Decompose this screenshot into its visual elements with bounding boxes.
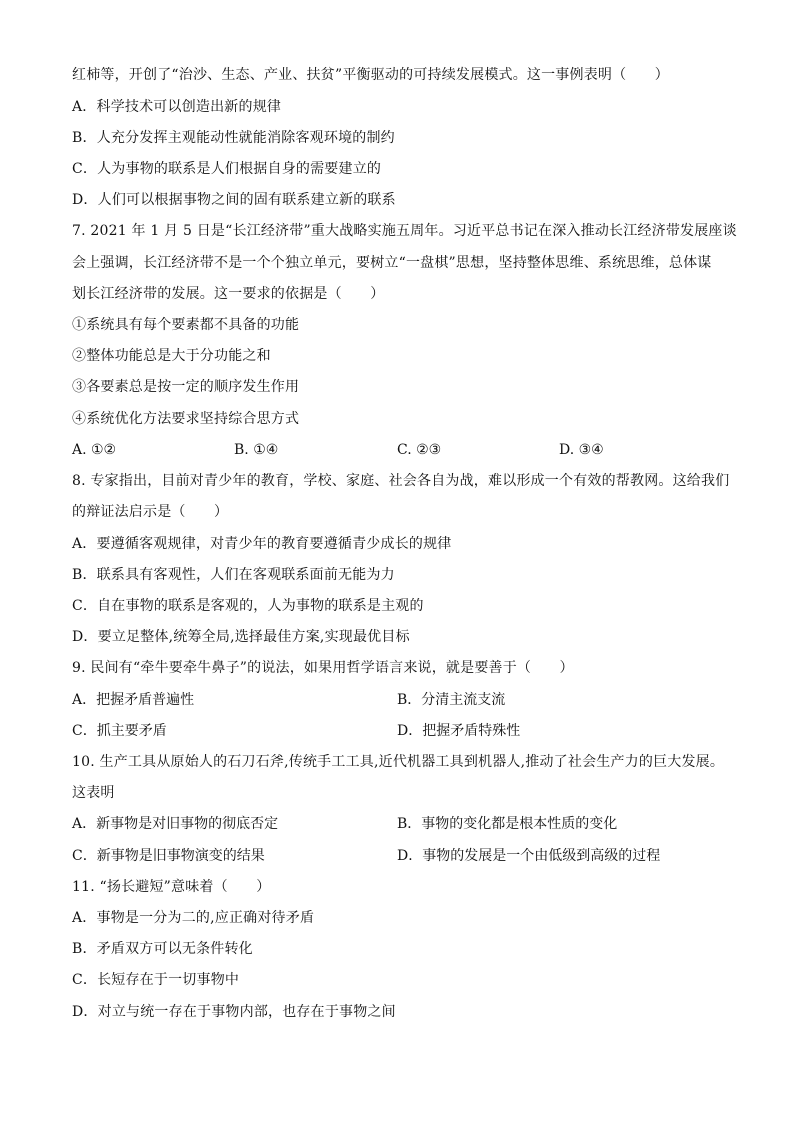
q11-option-c: C．长短存在于一切事物中 (72, 972, 240, 988)
q6-option-b: B．人充分发挥主观能动性就能消除客观环境的制约 (72, 130, 395, 146)
q8-option-a: A．要遵循客观规律，对青少年的教育要遵循青少成长的规律 (72, 536, 452, 552)
q7-stem-line-3: 划长江经济带的发展。这一要求的依据是（ ） (72, 286, 385, 302)
q10-option-b: B．事物的变化都是根本性质的变化 (397, 816, 618, 832)
q6-option-d: D．人们可以根据事物之间的固有联系建立新的联系 (72, 192, 396, 208)
q7-option-c: C. ②③ (397, 442, 442, 458)
q7-statement-3: ③各要素总是按一定的顺序发生作用 (72, 379, 300, 395)
q10-stem-line-2: 这表明 (72, 785, 115, 801)
q7-statement-2: ②整体功能总是大于分功能之和 (72, 348, 271, 364)
q10-stem-line-1: 10. 生产工具从原始人的石刀石斧,传统手工工具,近代机器工具到机器人,推动了社会生产力的巨大发展。 (72, 754, 725, 770)
q9-option-a: A．把握矛盾普遍性 (72, 692, 195, 708)
q11-option-a: A．事物是一分为二的,应正确对待矛盾 (72, 910, 315, 926)
q10-option-c: C．新事物是旧事物演变的结果 (72, 848, 265, 864)
q10-option-d: D．事物的发展是一个由低级到高级的过程 (397, 848, 661, 864)
q11-stem: 11. “扬长避短”意味着（ ） (72, 879, 271, 895)
q8-stem-line-2: 的辩证法启示是（ ） (72, 504, 229, 520)
q11-option-b: B．矛盾双方可以无条件转化 (72, 941, 253, 957)
q8-option-b: B．联系具有客观性，人们在客观联系面前无能为力 (72, 567, 395, 583)
q6-option-a: A．科学技术可以创造出新的规律 (72, 99, 282, 115)
q8-stem-line-1: 8. 专家指出，目前对青少年的教育，学校、家庭、社会各自为战，难以形成一个有效的帮教网。这给我们 (72, 473, 730, 489)
q8-option-c: C．自在事物的联系是客观的，人为事物的联系是主观的 (72, 598, 424, 614)
q9-option-c: C．抓主要矛盾 (72, 723, 167, 739)
q11-option-d: D．对立与统一存在于事物内部，也存在于事物之间 (72, 1004, 396, 1020)
q9-option-d: D．把握矛盾特殊性 (397, 723, 521, 739)
q9-option-b: B．分清主流支流 (397, 692, 506, 708)
q7-statement-4: ④系统优化方法要求坚持综合思方式 (72, 411, 300, 427)
q6-stem-tail: 红柿等，开创了“治沙、生态、产业、扶贫”平衡驱动的可持续发展模式。这一事例表明（ ） (72, 67, 669, 83)
q7-option-d: D. ③④ (559, 442, 604, 458)
q7-stem-line-2: 会上强调，长江经济带不是一个个独立单元，要树立“一盘棋”思想，坚持整体思维、系统思维，总体谋 (72, 255, 712, 271)
q8-option-d: D．要立足整体,统筹全局,选择最佳方案,实现最优目标 (72, 629, 410, 645)
q7-statement-1: ①系统具有每个要素都不具备的功能 (72, 317, 300, 333)
q10-option-a: A．新事物是对旧事物的彻底否定 (72, 816, 279, 832)
q6-option-c: C．人为事物的联系是人们根据自身的需要建立的 (72, 161, 382, 177)
q7-stem-line-1: 7. 2021 年 1 月 5 日是“长江经济带”重大战略实施五周年。习近平总书记在深入推动长江经济带发展座谈 (72, 223, 737, 239)
q7-option-b: B. ①④ (234, 442, 279, 458)
q7-option-a: A. ①② (72, 442, 117, 458)
q9-stem: 9. 民间有“牵牛要牵牛鼻子”的说法，如果用哲学语言来说，就是要善于（ ） (72, 660, 574, 676)
